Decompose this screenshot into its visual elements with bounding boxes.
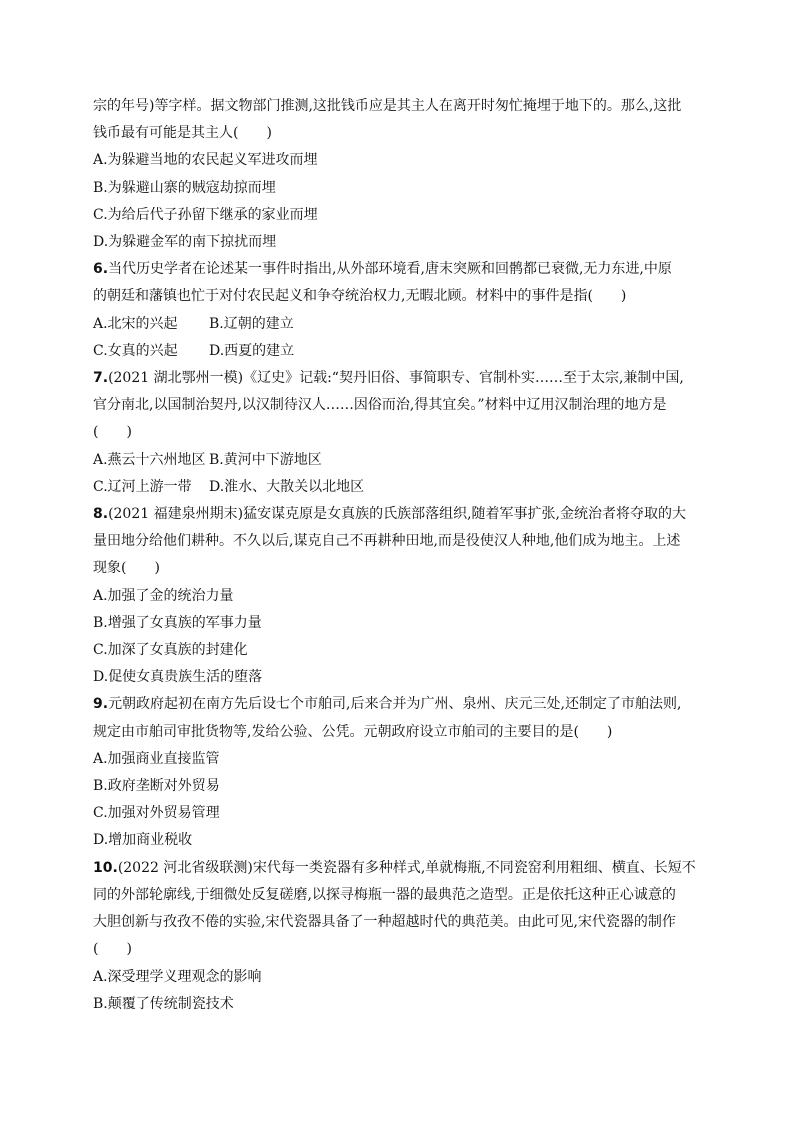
question-8-options bbox=[93, 583, 705, 692]
question-9-number: 9. bbox=[93, 696, 109, 713]
question-7-option-b: B.黄河中下游地区 bbox=[209, 451, 322, 468]
question-10-options bbox=[93, 964, 705, 1018]
question-6-text-1: 当代历史学者在论述某一事件时指出,从外部环境看,唐末突厥和回鹘都已衰微,无力东进,中原 bbox=[108, 261, 672, 278]
question-7-option-c: C.辽河上游一带 bbox=[93, 478, 192, 495]
question-7-line-3: ( ) bbox=[93, 424, 132, 441]
question-8-option-c: C.加深了女真族的封建化 bbox=[93, 642, 248, 659]
question-7-number: 7. bbox=[93, 370, 109, 387]
question-6-option-a: A.北宋的兴起 bbox=[93, 315, 178, 332]
question-8-option-d: D.促使女真贵族生活的堕落 bbox=[93, 669, 263, 686]
question-6-number: 6. bbox=[93, 261, 109, 278]
question-10-line-4: ( ) bbox=[93, 941, 132, 958]
question-5-options bbox=[93, 147, 705, 256]
question-6-stem bbox=[93, 256, 705, 310]
question-10-number: 10. bbox=[93, 859, 118, 876]
question-10-line-2: 同的外部轮廓线,于细微处反复磋磨,以探寻梅瓶一器的最典范之造型。正是依托这种正心诚意的 bbox=[93, 886, 676, 903]
question-9-options bbox=[93, 746, 705, 855]
question-5-line-1: 宗的年号)等字样。据文物部门推测,这批钱币应是其主人在离开时匆忙掩埋于地下的。那么,这批 bbox=[93, 98, 682, 114]
question-6-options bbox=[93, 311, 705, 365]
question-7-option-a: A.燕云十六州地区 bbox=[93, 451, 206, 468]
question-9-line-2: 规定由市舶司审批货物等,发给公验、公凭。元朝政府设立市舶司的主要目的是( ) bbox=[93, 723, 613, 740]
question-6-option-d: D.西夏的建立 bbox=[209, 342, 295, 359]
question-10-text-1: (2022 河北省级联测)宋代每一类瓷器有多种样式,单就梅瓶,不同瓷窑利用粗细、横直、长短不 bbox=[117, 859, 696, 876]
question-6-line-1 bbox=[93, 256, 705, 283]
question-9-option-c: C.加强对外贸易管理 bbox=[93, 805, 220, 822]
question-6-option-row-2 bbox=[93, 338, 705, 365]
question-10-option-a: A.深受理学义理观念的影响 bbox=[93, 968, 262, 985]
question-6-option-c: C.女真的兴起 bbox=[93, 342, 178, 359]
question-8-option-b: B.增强了女真族的军事力量 bbox=[93, 614, 262, 631]
question-8-line-2: 量田地分给他们耕种。不久以后,谋克自己不再耕种田地,而是役使汉人种地,他们成为地主。上述 bbox=[93, 533, 681, 550]
question-7-option-row-1 bbox=[93, 447, 705, 474]
question-8-line-1 bbox=[93, 501, 705, 528]
question-7-text-1: (2021 湖北鄂州一模)《辽史》记载:“契丹旧俗、事简职专、官制朴实……至于太宗,兼制中国, bbox=[108, 370, 684, 387]
question-8-option-a: A.加强了金的统治力量 bbox=[93, 587, 234, 604]
question-8-stem bbox=[93, 501, 705, 583]
question-8-number: 8. bbox=[93, 506, 109, 523]
question-9-line-1 bbox=[93, 691, 705, 718]
question-10-stem bbox=[93, 855, 705, 964]
question-8-line-3: 现象( ) bbox=[93, 560, 160, 577]
question-7-line-2: 官分南北,以国制治契丹,以汉制待汉人……因俗而治,得其宜矣。”材料中辽用汉制治理的地方是 bbox=[93, 397, 667, 414]
question-9-text-1: 元朝政府起初在南方先后设七个市舶司,后来合并为广州、泉州、庆元三处,还制定了市舶法则, bbox=[108, 696, 682, 713]
question-7-option-row-2 bbox=[93, 474, 705, 501]
question-7-option-d: D.淮水、大散关以北地区 bbox=[209, 478, 365, 495]
question-7-options bbox=[93, 447, 705, 501]
question-7-line-1 bbox=[93, 365, 705, 392]
question-5-stem bbox=[93, 93, 705, 147]
question-5-option-d: D.为躲避金军的南下掠扰而埋 bbox=[93, 234, 277, 251]
question-9-option-a: A.加强商业直接监管 bbox=[93, 750, 220, 767]
document-page bbox=[93, 93, 705, 1018]
question-6-option-row-1 bbox=[93, 311, 705, 338]
question-5-option-b: B.为躲避山寨的贼寇劫掠而埋 bbox=[93, 179, 276, 196]
question-6-option-b: B.辽朝的建立 bbox=[209, 315, 294, 332]
question-5-option-c: C.为给后代子孙留下继承的家业而埋 bbox=[93, 206, 318, 223]
question-7-stem bbox=[93, 365, 705, 447]
question-8-text-1: (2021 福建泉州期末)猛安谋克原是女真族的氏族部落组织,随着军事扩张,金统治者将夺取的大 bbox=[108, 506, 686, 523]
question-10-line-1 bbox=[93, 855, 705, 882]
question-10-line-3: 大胆创新与孜孜不倦的实验,宋代瓷器具备了一种超越时代的典范美。由此可见,宋代瓷器的制作 bbox=[93, 914, 676, 931]
question-5-line-2: 钱币最有可能是其主人( ) bbox=[93, 125, 272, 142]
question-9-stem bbox=[93, 691, 705, 745]
question-9-option-b: B.政府垄断对外贸易 bbox=[93, 778, 220, 795]
question-9-option-d: D.增加商业税收 bbox=[93, 832, 193, 849]
question-10-option-b: B.颠覆了传统制瓷技术 bbox=[93, 995, 234, 1012]
question-6-line-2: 的朝廷和藩镇也忙于对付农民起义和争夺统治权力,无暇北顾。材料中的事件是指( ) bbox=[93, 288, 627, 305]
question-5-option-a: A.为躲避当地的农民起义军进攻而埋 bbox=[93, 152, 318, 169]
